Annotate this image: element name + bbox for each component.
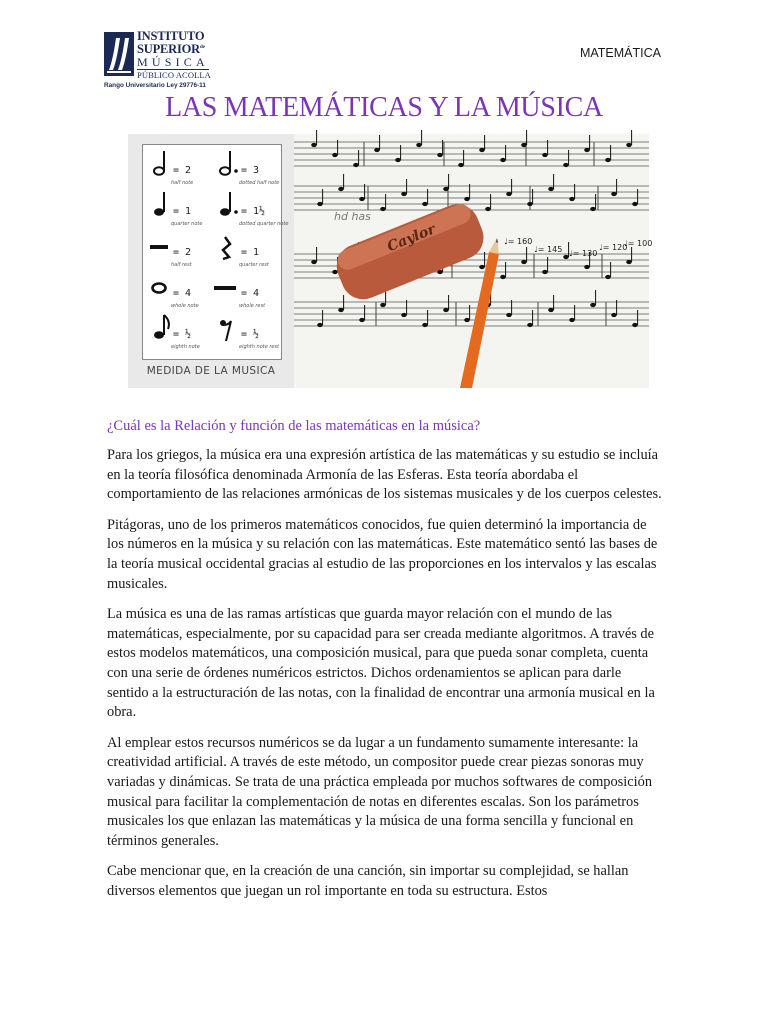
note-values-card: [142, 144, 289, 360]
logo-line-1: INSTITUTO: [137, 29, 205, 43]
note-head: [548, 308, 554, 312]
chart-row: [150, 237, 270, 268]
logo-emblem-icon: [104, 32, 134, 76]
note-head: [479, 148, 485, 152]
paragraph-2: Pitágoras, uno de los primeros matemáticos conocidos, fue quien determinó la importancia de los números en la música y su relación con las matemáticas. Este matemático sentó las bases de la teoría musical occidental gracias al estudio de las proporciones en los intervalos y las escalas musicales.: [107, 516, 658, 592]
chart-left-label: eighth note: [171, 344, 200, 350]
paragraph-1: Para los griegos, la música era una expresión artística de las matemáticas y su estudio se incluía en la teoría filosófica denominada Armonía de las Esferas. Esta teoría abordaba el comportamiento de las relaciones armónicas de los sistemas musicales y de los cuerpos celestes.: [107, 447, 662, 503]
note-head: [605, 275, 611, 279]
chart-left-label: whole note: [171, 303, 199, 309]
note-head: [548, 187, 554, 191]
chart-right-value: = 4: [241, 288, 260, 299]
eraser-brand: Caylor: [385, 221, 438, 256]
note-head: [311, 143, 317, 147]
note-head: [395, 158, 401, 162]
chart-left-value: = 2: [173, 247, 192, 258]
note-head: [542, 153, 548, 157]
chart-right-label: quarter rest: [239, 262, 269, 268]
note-head: [527, 323, 533, 327]
note-head: [416, 143, 422, 147]
note-head: [485, 207, 491, 211]
note-values-chart: [128, 134, 294, 388]
note-head: [563, 163, 569, 167]
sheet-music-photo: [294, 134, 653, 388]
note-head: [401, 192, 407, 196]
chart-row: [154, 315, 280, 350]
paragraph-3: La música es una de las ramas artísticas que guarda mayor relación con el mundo de las matemáticas, especialmente, por su capacidad para ser creada mediante algoritmos. A través de estos modelos matemáticos, una composición musical, para que pueda sonar completa, cuenta con una serie de órdenes numéricos estrictos. Dichos ordenamientos se aplican para darle sentido a la estructuración de las notas, con la finalidad de encontrar una armonía musical en la obra.: [107, 606, 655, 721]
logo-line-4-wrap: [137, 69, 211, 79]
tempo-mark: ♩= 130: [569, 249, 598, 258]
logo-line-2-sup: de: [200, 44, 205, 50]
chart-left-label: quarter note: [171, 221, 203, 227]
note-head: [401, 313, 407, 317]
tempo-mark: ♩= 160: [504, 237, 533, 246]
note-head: [506, 313, 512, 317]
note-head: [422, 202, 428, 206]
note-head: [521, 143, 527, 147]
chart-left-value: = 2: [173, 165, 192, 176]
chart-row: [153, 284, 267, 310]
chart-left-value: = 1: [173, 206, 192, 217]
note-head: [542, 270, 548, 274]
logo-subtitle: Rango Universitario Ley 29776-11: [104, 82, 206, 89]
tempo-mark: ♩= 145: [534, 245, 563, 254]
subject-label: MATEMÁTICA: [579, 46, 661, 60]
hero-image: [128, 134, 653, 388]
note-head: [332, 270, 338, 274]
note-head: [590, 207, 596, 211]
note-head: [464, 197, 470, 201]
note-head: [584, 148, 590, 152]
note-head: [611, 192, 617, 196]
logo-line-3: MÚSICA: [137, 55, 209, 69]
note-head: [437, 153, 443, 157]
note-head: [332, 153, 338, 157]
chart-right-value: = ½: [241, 329, 260, 340]
note-head: [569, 197, 575, 201]
institute-logo: [104, 30, 224, 94]
chart-right-label: whole rest: [239, 303, 266, 309]
chart-right-label: dotted half note: [239, 180, 280, 186]
note-head: [605, 158, 611, 162]
chart-right-label: dotted quarter note: [239, 221, 289, 227]
chart-left-value: = ½: [173, 329, 192, 340]
note-head: [338, 187, 344, 191]
paragraph-5: Cabe mencionar que, en la creación de una canción, sin importar su complejidad, se hallan diversos elementos que juegan un rol importante en toda su estructura. Estos: [107, 863, 629, 899]
note-head: [500, 275, 506, 279]
sheet-annotation: hd has: [334, 210, 371, 223]
note-head: [584, 265, 590, 269]
note-head: [443, 308, 449, 312]
note-head: [380, 303, 386, 307]
note-head: [317, 202, 323, 206]
note-head: [353, 163, 359, 167]
chart-right-label: eighth note rest: [239, 344, 280, 350]
note-head: [590, 303, 596, 307]
tempo-mark: ♩= 100: [624, 239, 653, 248]
note-head: [626, 260, 632, 264]
note-head: [458, 163, 464, 167]
note-head: [632, 323, 638, 327]
note-head: [374, 148, 380, 152]
page-title: LAS MATEMÁTICAS Y LA MÚSICA: [165, 92, 603, 123]
note-head: [311, 260, 317, 264]
note-head: [338, 308, 344, 312]
tempo-mark: ♩= 120: [599, 243, 628, 252]
note-head: [443, 187, 449, 191]
chart-row: [154, 151, 279, 186]
note-head: [422, 323, 428, 327]
note-head: [521, 260, 527, 264]
note-head: [479, 265, 485, 269]
note-head: [380, 207, 386, 211]
chart-row: [154, 192, 288, 227]
note-head: [569, 318, 575, 322]
paragraph-4: Al emplear estos recursos numéricos se da lugar a un fundamento sumamente interesante: la creatividad artificial. A través de este método, un compositor puede crear piezas sonoras muy variadas y dinámicas. Se trata de una práctica empleada por muchos softwares de composición musical para facilitar la complementación de notas en diferentes escalas. Son los parámetros musicales los que enlazan las matemáticas y la música de una forma sencilla y funcional en términos generales.: [107, 734, 653, 849]
note-head: [563, 255, 569, 259]
logo-wordmark: [137, 30, 211, 79]
chart-left-label: half note: [171, 180, 194, 186]
note-values-graphic: [143, 145, 289, 359]
article-body: [107, 446, 663, 912]
chart-right-value: = 3: [241, 165, 260, 176]
logo-line-4: PÚBLICO ACOLLA: [137, 70, 211, 80]
note-head: [632, 202, 638, 206]
note-head: [359, 318, 365, 322]
note-head: [317, 323, 323, 327]
section-question: ¿Cuál es la Relación y función de las matemáticas en la música?: [107, 418, 481, 434]
note-head: [500, 158, 506, 162]
note-head: [626, 143, 632, 147]
note-head: [611, 313, 617, 317]
note-head: [506, 192, 512, 196]
chart-left-label: half rest: [171, 262, 192, 268]
note-head: [527, 202, 533, 206]
chart-right-value: = 1: [241, 247, 260, 258]
note-head: [464, 318, 470, 322]
note-head: [359, 197, 365, 201]
logo-line-2-text: SUPERIOR: [137, 42, 200, 56]
chart-caption: MEDIDA DE LA MUSICA: [146, 365, 276, 377]
chart-left-value: = 4: [173, 288, 192, 299]
chart-right-value: = 1½: [241, 206, 266, 217]
